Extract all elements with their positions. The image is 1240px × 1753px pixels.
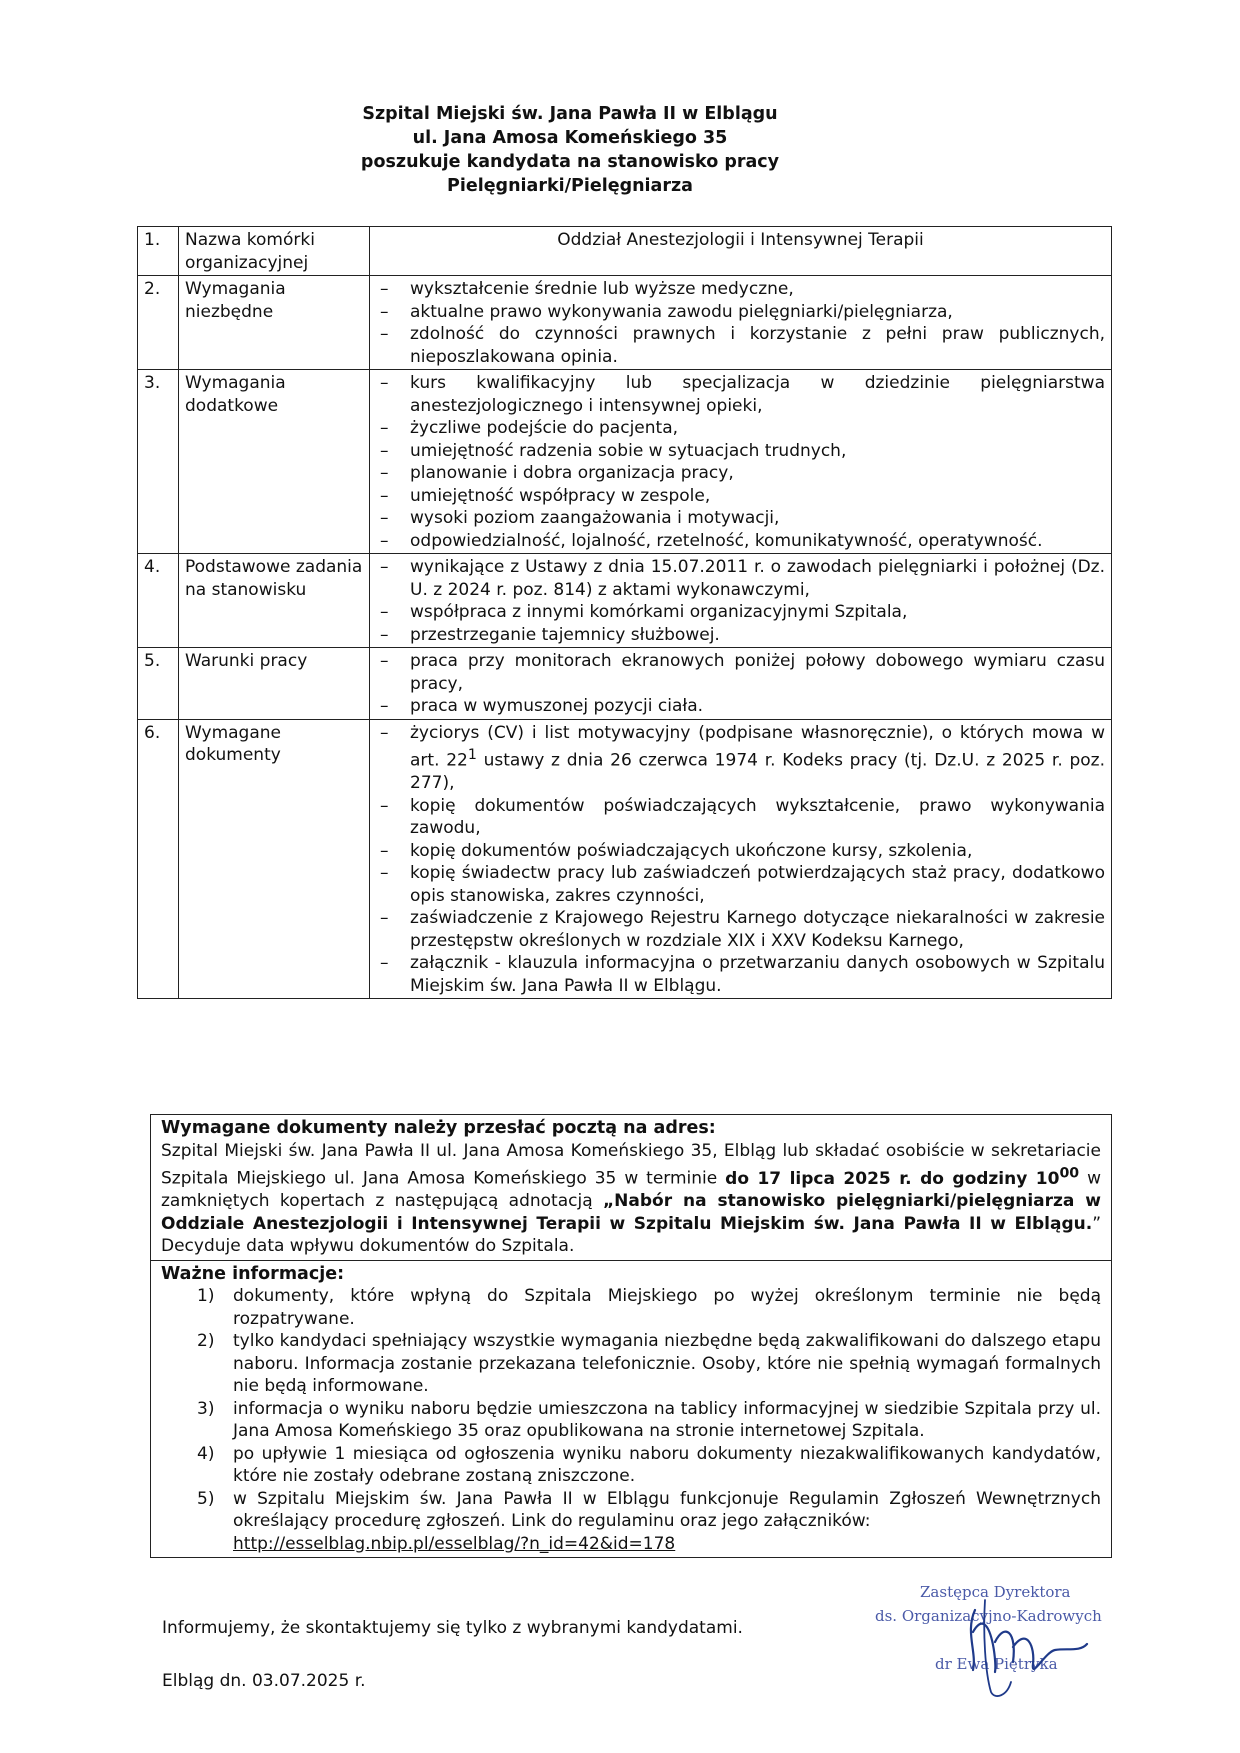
- list-item: – umiejętność współpracy w zespole,: [380, 485, 711, 506]
- list-item: – kopię dokumentów poświadczających wykształcenie, prawo wykonywania zawodu,: [380, 795, 1105, 839]
- table-row: [138, 719, 1112, 999]
- table-row: [138, 276, 1112, 370]
- closing-note: Informujemy, że skontaktujemy się tylko z wybranymi kandydatami.: [162, 1618, 743, 1638]
- list-item: – wysoki poziom zaangażowania i motywacji,: [380, 508, 780, 528]
- row-label: Wymagania dodatkowe: [179, 370, 370, 554]
- documents-list: [370, 719, 1112, 999]
- row-label: Wymagania niezbędne: [179, 276, 370, 370]
- dash-bullet: –: [380, 508, 389, 528]
- dash-bullet: –: [380, 301, 389, 322]
- list-item: – załącznik - klauzula informacyjna o przetwarzaniu danych osobowych w Szpitalu Miejskim św. Jana Pawła II w Elblągu.: [380, 953, 1105, 996]
- list-item: – praca przy monitorach ekranowych poniżej połowy dobowego wymiaru czasu pracy,: [380, 651, 1105, 694]
- list-item: – zaświadczenie z Krajowego Rejestru Karnego dotyczące niekaralności w zakresie przestępstw określonych w rozdziale XIX i XXV Kodeksu Karnego,: [380, 908, 1105, 951]
- row-label: Podstawowe zadania na stanowisku: [179, 554, 370, 648]
- dash-bullet: –: [380, 602, 389, 622]
- dash-bullet: –: [380, 651, 389, 671]
- dash-bullet: –: [380, 696, 389, 716]
- list-item: – planowanie i dobra organizacja pracy,: [380, 463, 734, 483]
- stamp-name: dr Ewa Piętryka: [935, 1655, 1058, 1673]
- list-item: – życzliwe podejście do pacjenta,: [380, 418, 679, 438]
- row-label: Wymagane dokumenty: [179, 719, 370, 999]
- list-item: – przestrzeganie tajemnicy służbowej.: [380, 624, 720, 645]
- list-item: 3) informacja o wyniku naboru będzie umieszczona na tablicy informacyjnej w siedzibie Szpitala przy ul. Jana Amosa Komeńskiego 35 oraz opublikowana na stronie internetowej Szpitala.: [197, 1398, 1101, 1442]
- dash-bullet: –: [380, 840, 389, 861]
- row-number: 2.: [138, 276, 179, 370]
- job-details-table: [137, 226, 1112, 999]
- document-date: Elbląg dn. 03.07.2025 r.: [162, 1671, 366, 1691]
- list-item: – umiejętność radzenia sobie w sytuacjach trudnych,: [380, 440, 847, 461]
- important-title: Ważne informacje:: [161, 1263, 345, 1284]
- list-item: – kopię świadectw pracy lub zaświadczeń potwierdzających staż pracy, dodatkowo opis stanowiska, zakres czynności,: [380, 863, 1105, 906]
- submission-title: Wymagane dokumenty należy przesłać pocztą na adres:: [161, 1118, 716, 1138]
- tasks-list: [370, 554, 1112, 648]
- posting-header: [150, 102, 990, 198]
- regulations-link[interactable]: http://esselblag.nbip.pl/esselblag/?n_id=42&id=178: [233, 1533, 676, 1554]
- list-item: 5) w Szpitalu Miejskim św. Jana Pawła II w Elblągu funkcjonuje Regulamin Zgłoszeń Wewnętrznych określający procedurę zgłoszeń. Link do regulaminu oraz jego załączników: http://esselblag.nbip.pl/esselblag/?n_id=42&id=178: [197, 1488, 1101, 1554]
- deadline: do 17 lipca 2025 r. do godziny $10^{00}$: [725, 1165, 1080, 1189]
- info-boxes: [150, 1114, 1112, 1558]
- dash-bullet: –: [380, 485, 389, 506]
- row-label: Nazwa komórki organizacyjnej: [179, 227, 370, 276]
- list-item: – odpowiedzialność, lojalność, rzetelność, komunikatywność, operatywność.: [380, 530, 1043, 551]
- row-label: Warunki pracy: [179, 648, 370, 720]
- table-row: [138, 648, 1112, 720]
- row-number: 3.: [138, 370, 179, 554]
- dash-bullet: –: [380, 624, 389, 645]
- handwritten-signature: [955, 1592, 1105, 1702]
- superscript: 1: [467, 747, 477, 763]
- position-title: Pielęgniarki/Pielęgniarza: [447, 176, 693, 196]
- row-number: 6.: [138, 719, 179, 999]
- list-item: 4) po upływie 1 miesiąca od ogłoszenia wyniku naboru dokumenty niezakwalifikowanych kandydatów, które nie zostały odebrane zostaną zniszczone.: [197, 1443, 1101, 1487]
- dash-bullet: –: [380, 279, 389, 299]
- hospital-name: Szpital Miejski św. Jana Pawła II w Elblągu: [362, 104, 778, 124]
- dash-bullet: –: [380, 795, 389, 816]
- dash-bullet: –: [380, 722, 389, 743]
- table-row: [138, 554, 1112, 648]
- list-item: – życiorys (CV) i list motywacyjny (podpisane własnoręcznie), o których mowa w art. $22^1$ ustawy z dnia 26 czerwca 1974 r. Kodeks pracy (tj. Dz.U. z 2025 r. poz. 277),: [380, 722, 1105, 794]
- envelope-annotation: „Nabór na stanowisko pielęgniarki/pielęgniarza w Oddziale Anestezjologii i Intensywnej Terapii w Szpitalu Miejskim św. Jana Pawła II w Elblągu.: [161, 1191, 1101, 1234]
- dash-bullet: –: [380, 463, 389, 483]
- dash-bullet: –: [380, 373, 389, 393]
- submission-box: [150, 1114, 1112, 1261]
- dash-bullet: –: [380, 440, 389, 461]
- important-info-box: [150, 1261, 1112, 1559]
- dash-bullet: –: [380, 557, 389, 577]
- dash-bullet: –: [380, 863, 389, 884]
- hospital-address: ul. Jana Amosa Komeńskiego 35: [412, 128, 728, 148]
- list-item: 1) dokumenty, które wpłyną do Szpitala Miejskiego po wyżej określonym terminie nie będą rozpatrywane.: [197, 1286, 1101, 1329]
- table-row: [138, 227, 1112, 276]
- department-name: Oddział Anestezjologii i Intensywnej Terapii: [370, 227, 1112, 276]
- dash-bullet: –: [380, 418, 389, 438]
- important-list: [161, 1285, 1101, 1555]
- submission-text: Szpital Miejski św. Jana Pawła II ul. Jana Amosa Komeńskiego 35, Elbląg lub składać osobiście w sekretariacie Szpitala Miejskiego ul. Jana Amosa Komeńskiego 35 w terminie do 17 lipca 2025 r. do godziny $10^{00}$ w zamkniętych kopertach z następującą adnotacją „Nabór na stanowisko pielęgniarki/pielęgniarza w Oddziale Anestezjologii i Intensywnej Terapii w Szpitalu Miejskim św. Jana Pawła II w Elblągu.” Decyduje data wpływu dokumentów do Szpitala.: [161, 1140, 1101, 1257]
- list-item: 2) tylko kandydaci spełniający wszystkie wymagania niezbędne będą zakwalifikowani do dalszego etapu naboru. Informacja zostanie przekazana telefonicznie. Osoby, które nie spełnią wymagań formalnych nie będą informowane.: [197, 1331, 1101, 1397]
- list-item: – kopię dokumentów poświadczających ukończone kursy, szkolenia,: [380, 840, 973, 861]
- list-item: – kurs kwalifikacyjny lub specjalizacja w dziedzinie pielęgniarstwa anestezjologicznego i intensywnej opieki,: [380, 373, 1105, 416]
- row-number: 5.: [138, 648, 179, 720]
- row-number: 1.: [138, 227, 179, 276]
- additional-list: [370, 370, 1112, 554]
- stamp-department: ds. Organizacyjno-Kadrowych: [875, 1607, 1102, 1625]
- stamp-position: Zastępca Dyrektora: [920, 1583, 1071, 1601]
- required-list: [370, 276, 1112, 370]
- dash-bullet: –: [380, 324, 389, 344]
- dash-bullet: –: [380, 530, 389, 551]
- row-number: 4.: [138, 554, 179, 648]
- list-item: – praca w wymuszonej pozycji ciała.: [380, 696, 704, 716]
- conditions-list: [370, 648, 1112, 720]
- dash-bullet: –: [380, 908, 389, 929]
- dash-bullet: –: [380, 953, 389, 974]
- list-item: – zdolność do czynności prawnych i korzystanie z pełni praw publicznych, nieposzlakowana opinia.: [380, 324, 1105, 367]
- list-item: – aktualne prawo wykonywania zawodu pielęgniarki/pielęgniarza,: [380, 301, 953, 322]
- list-item: – wynikające z Ustawy z dnia 15.07.2011 r. o zawodach pielęgniarki i położnej (Dz. U. z 2024 r. poz. 814) z aktami wykonawczymi,: [380, 557, 1105, 600]
- list-item: – wykształcenie średnie lub wyższe medyczne,: [380, 279, 794, 299]
- posting-intro: poszukuje kandydata na stanowisko pracy: [360, 152, 780, 172]
- table-row: [138, 370, 1112, 554]
- list-item: – współpraca z innymi komórkami organizacyjnymi Szpitala,: [380, 602, 908, 622]
